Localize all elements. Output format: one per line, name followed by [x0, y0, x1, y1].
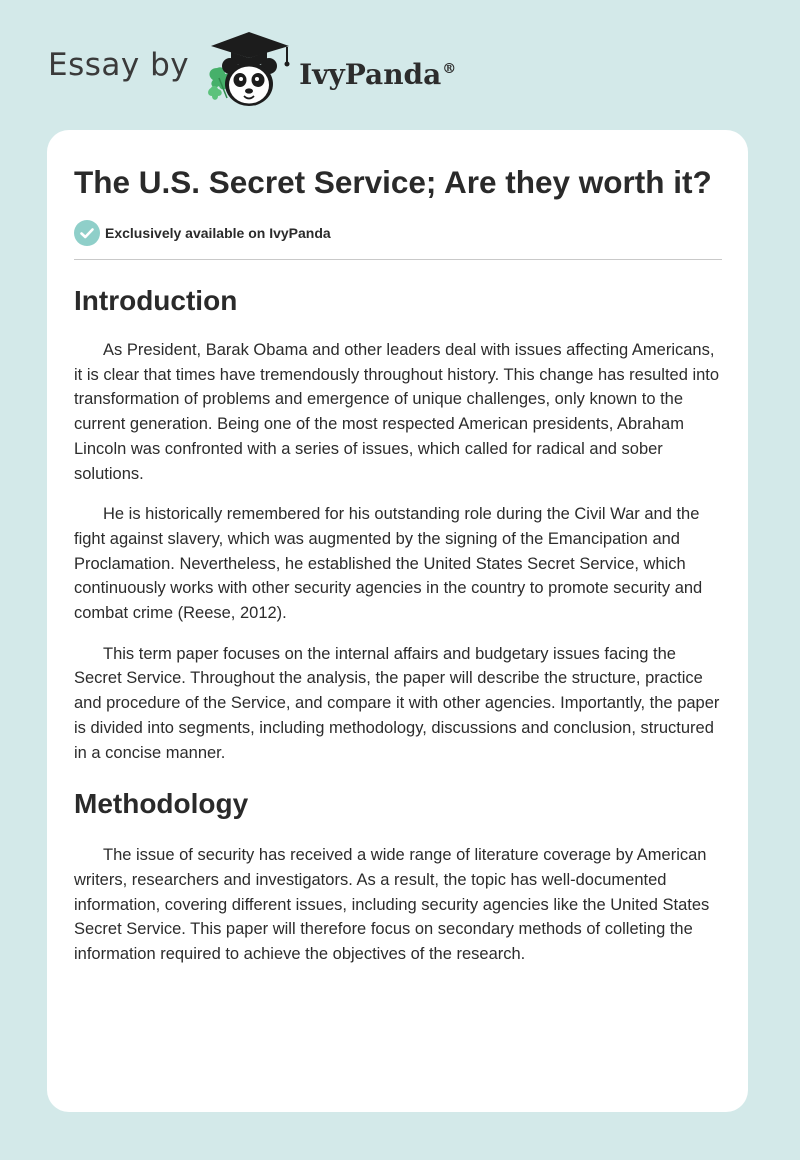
registered-mark: ® — [442, 61, 457, 78]
title-divider — [74, 259, 722, 260]
exclusive-badge-text: Exclusively available on IvyPanda — [105, 225, 331, 241]
essay-by-label: Essay by — [48, 47, 190, 83]
graduation-cap-icon — [211, 32, 290, 67]
essay-title: The U.S. Secret Service; Are they worth it? — [74, 164, 712, 200]
section-heading: Methodology — [74, 788, 249, 820]
paragraph: The issue of security has received a wide range of literature coverage by American writers, researchers and investigators. As a result, the topic has well-documented information, covering different issues, including security agencies like the United States Secret Service. This paper will therefore focus on secondary methods of colleting the information required to achieve the objectives of the research. — [74, 846, 710, 964]
checkmark-icon — [74, 220, 100, 246]
ivypanda-logo-icon — [203, 28, 295, 112]
section-introduction — [74, 284, 722, 765]
site-header — [48, 28, 456, 112]
section-methodology — [74, 787, 722, 967]
paragraph: This term paper focuses on the internal affairs and budgetary issues facing the Secret Service. Throughout the analysis, the paper will describe the structure, practice and procedure of the Service, and compare it with other agencies. Importantly, the paper is divided into segments, including methodology, discussions and conclusion, structured in a concise manner. — [74, 644, 720, 762]
exclusive-badge — [74, 220, 722, 246]
section-heading: Introduction — [74, 285, 238, 316]
paragraph: As President, Barak Obama and other leaders deal with issues affecting Americans, it is clear that times have tremendously throughout history. This change has resulted into transformation of problems and emergence of unique challenges, only known to the current generation. Being one of the most respected American presidents, Abraham Lincoln was confronted with a series of issues, which called for radical and sober solutions. — [74, 341, 720, 483]
brand-name: IvyPanda® — [299, 57, 457, 91]
panda-face-icon — [222, 58, 277, 106]
paragraph: He is historically remembered for his outstanding role during the Civil War and the fight against slavery, which was augmented by the signing of the Emancipation and Proclamation. Nevertheless, he established the United States Secret Service, which continuously works with other security agencies in the country to promote security and combat crime (Reese, 2012). — [74, 505, 703, 623]
essay-card — [47, 130, 748, 1112]
